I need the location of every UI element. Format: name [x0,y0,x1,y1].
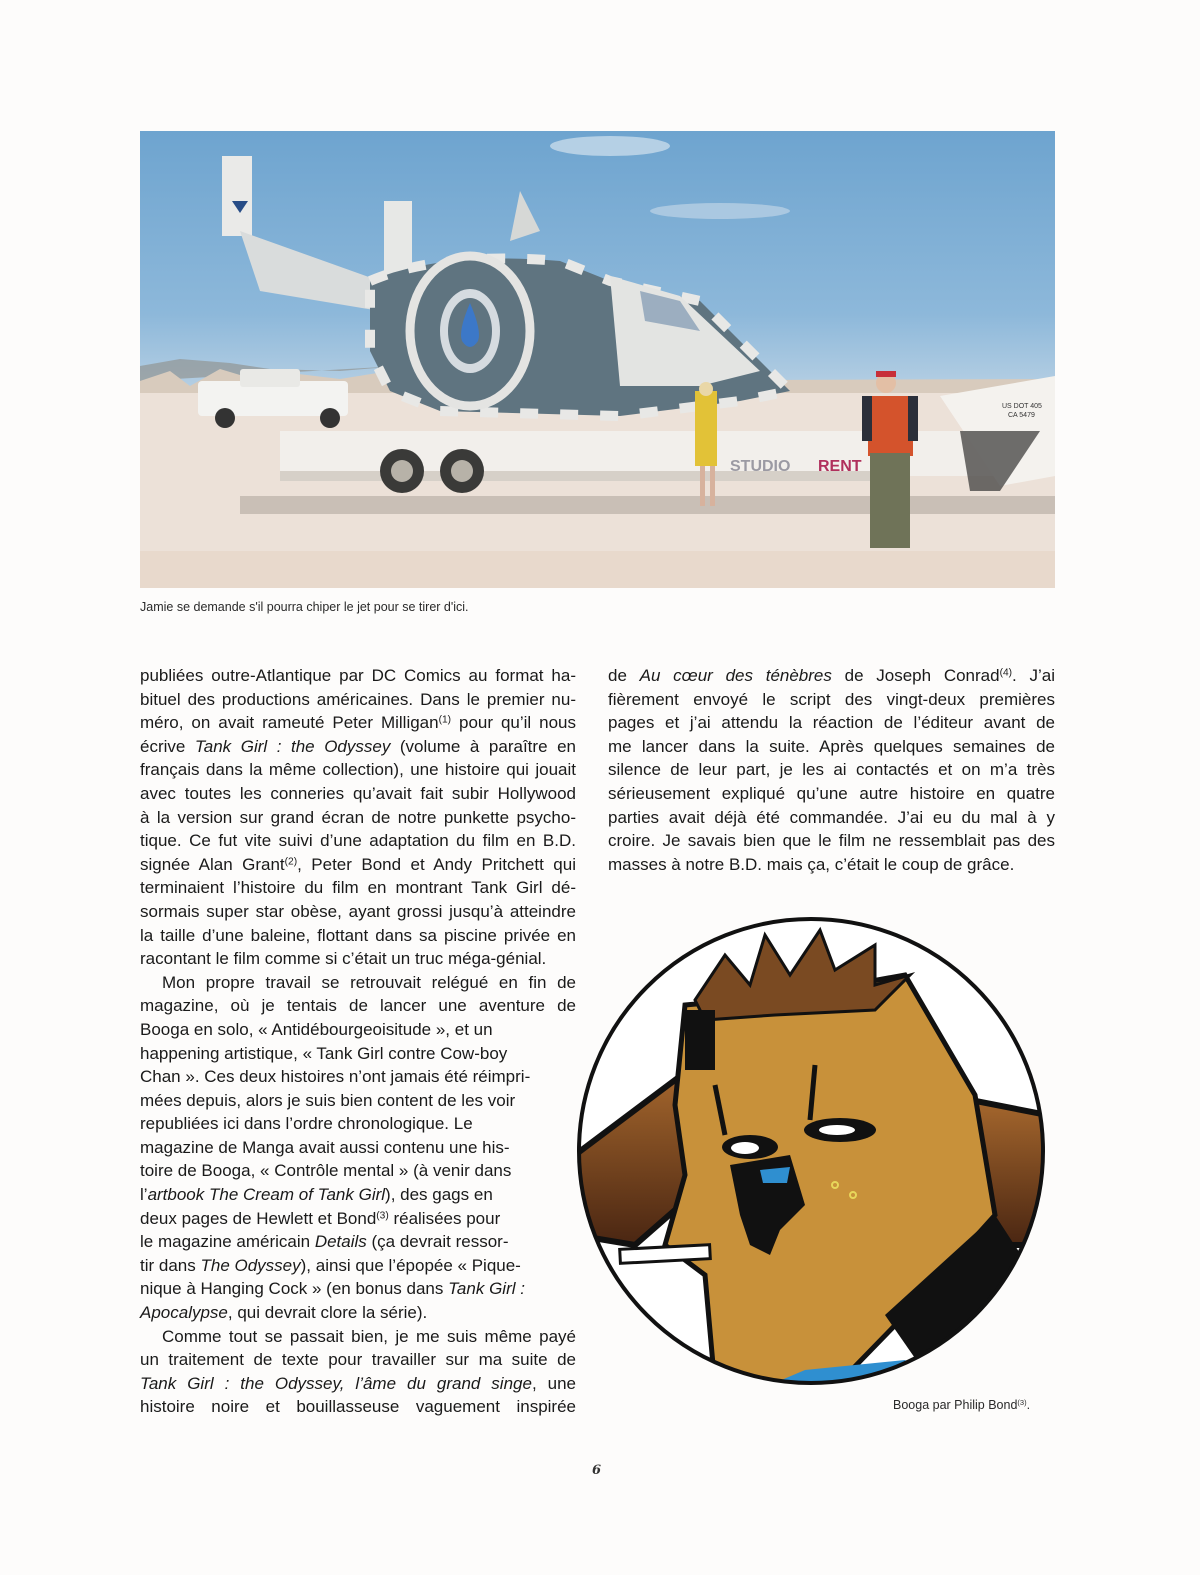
trailer-text-rent: RENT [818,458,862,475]
line-text: publiées outre-Atlantique par DC Comics au format ha- [140,666,576,685]
text-line [140,664,576,688]
line-text: , Peter Bond et Andy Pritchett qui [297,854,576,874]
text-line [140,735,576,759]
line-text: republiées ici dans l’ordre chronologique. Le [140,1114,473,1134]
line-text: happening artistique, « Tank Girl contre Cow-boy [140,1043,508,1063]
booga-illustration [575,915,1047,1387]
line-text: parties avait déjà été commandée. J’ai eu du mal à y [608,807,1055,827]
text-line [140,924,576,948]
italic-title: Tank Girl : the Odyssey, l’âme du grand singe [140,1373,532,1393]
line-text: réalisées pour [388,1208,501,1228]
text-line [608,782,1055,806]
line-text: le magazine américain [140,1232,315,1252]
text-line [140,1018,576,1042]
text-line [140,876,576,900]
text-line [140,1372,576,1396]
text-line [140,1136,576,1160]
text-line [608,829,1055,853]
text-line [140,1230,576,1254]
text-line [140,1395,576,1419]
line-text: bituel des productions américaines. Dans le premier nu- [140,689,576,709]
italic-title: The Odyssey [200,1255,301,1275]
text-line [140,829,576,853]
line-text: magazine, où je tentais de lancer une aventure de [140,996,576,1016]
trailer-plate-1: US DOT 405 [1002,403,1042,410]
text-line [608,688,1055,712]
line-text: masses à notre B.D. mais ça, c’était le coup de grâce. [608,854,1015,874]
italic-title: Apocalypse [140,1303,228,1323]
line-text: racontant le film comme si c’était un truc méga-génial. [140,949,547,969]
body-text-right-column [608,664,1055,876]
text-line [140,806,576,830]
text-line [140,1042,576,1066]
line-text: de [608,666,640,685]
line-text: sérieusement expliqué qu’une autre histoire en quatre [608,783,1055,803]
text-line [140,1183,576,1207]
line-text: histoire noire et bouillasseuse vaguement inspirée [140,1397,576,1417]
illustration-caption-text: Booga par Philip Bond [893,1398,1018,1412]
text-line [608,758,1055,782]
text-line [140,1207,576,1231]
italic-title: Details [314,1232,367,1252]
line-text: à la version sur grand écran de notre punkette psycho- [140,807,576,827]
line-text: (volume à paraître en [390,736,576,756]
text-line [140,853,576,877]
footnote-ref: (1) [438,714,452,726]
line-text: tique. Ce fut vite suivi d’une adaptation du film en B.D. [140,831,576,851]
footnote-ref: (4) [999,667,1013,679]
text-line [140,1277,576,1301]
text-line [140,1254,576,1278]
footnote-ref: (3) [376,1210,389,1222]
line-text: sormais super star obèse, ayant grossi jusqu’à atteindre [140,901,576,921]
line-text: magazine de Manga avait aussi contenu une his- [140,1137,510,1157]
body-text-left-column [140,664,576,1419]
text-line [140,947,576,971]
italic-title: Au cœur des ténèbres [639,666,832,685]
line-text: me lancer dans la suite. Après quelques semaines de [608,736,1055,756]
text-line [140,994,576,1018]
text-line [608,735,1055,759]
line-text: (ça devrait ressor- [366,1232,509,1252]
photo-helicopter-on-trailer [140,131,1055,588]
italic-title: Tank Girl : [448,1279,525,1299]
text-line [140,782,576,806]
line-text: Chan ». Ces deux histoires n’ont jamais été réimpri- [140,1067,531,1087]
text-line [608,853,1055,877]
line-text: Booga en solo, « Antidébourgeoisitude », et un [140,1019,493,1039]
photo-caption: Jamie se demande s'il pourra chiper le jet pour se tirer d'ici. [140,600,469,614]
italic-title: Tank Girl : the Odyssey [194,736,391,756]
text-line [140,1112,576,1136]
trailer-plate-2: CA 5479 [1008,412,1035,419]
text-line [140,1159,576,1183]
text-line [140,758,576,782]
line-text: toire de Booga, « Contrôle mental » (à venir dans [140,1161,512,1181]
line-text: méro, on avait rameuté Peter Milligan [140,713,439,733]
line-text: français dans la même collection), une histoire qui jouait [140,760,576,780]
text-line [140,688,576,712]
line-text: pour qu’il nous [451,713,576,733]
line-text: signée Alan Grant [140,854,285,874]
text-line [140,971,576,995]
line-text: deux pages de Hewlett et Bond [140,1208,377,1228]
page-number: 6 [592,1463,602,1478]
line-text: mées depuis, alors je suis bien content de les voir [140,1090,516,1110]
text-line [140,1089,576,1113]
line-text: fièrement envoyé le script des vingt-deux premières [608,689,1055,709]
line-text: un traitement de texte pour travailler sur ma suite de [140,1350,576,1370]
text-line [140,1301,576,1325]
italic-title: artbook The Cream of Tank Girl [147,1185,386,1205]
line-text: terminaient l’histoire du film en montrant Tank Girl dé- [140,878,576,898]
line-text: Comme tout se passait bien, je me suis même payé [162,1326,576,1346]
line-text: avec toutes les conneries qu’avait fait subir Hollywood [140,783,576,803]
line-text: . J’ai [1012,666,1055,685]
booga-circle-drawing [575,915,1047,1387]
text-line [140,1325,576,1349]
footnote-ref: (3) [1017,1397,1027,1407]
line-text: Mon propre travail se retrouvait relégué en fin de [162,972,576,992]
line-text: , une [531,1373,576,1393]
text-line [140,1348,576,1372]
line-text: écrive [140,736,195,756]
line-text: la taille d’une baleine, flottant dans sa piscine privée en [140,925,576,945]
line-text: tir dans [140,1255,201,1275]
footnote-ref: (2) [284,856,298,868]
line-text: pages et j’ai attendu la réaction de l’éditeur avant de [608,713,1055,733]
helicopter-photo-graphic [140,131,1055,588]
text-line [608,664,1055,688]
text-line [140,1065,576,1089]
line-text: nique à Hanging Cock » (en bonus dans [140,1279,449,1299]
line-text: l’ [140,1185,148,1205]
line-text: silence de leur part, je les ai contactés et on m’a très [608,760,1055,780]
trailer-text-studio: STUDIO [730,458,791,475]
text-line [608,711,1055,735]
illustration-caption-end: . [1026,1398,1031,1412]
line-text: de Joseph Conrad [831,666,1000,685]
line-text: ), ainsi que l’épopée « Pique- [300,1255,521,1275]
line-text: , qui devrait clore la série). [227,1303,428,1323]
text-line [608,806,1055,830]
text-line [140,711,576,735]
line-text: croire. Je savais bien que le film ne ressemblait pas des [608,831,1055,851]
line-text: ), des gags en [385,1185,493,1205]
illustration-caption [893,1398,1030,1412]
text-line [140,900,576,924]
